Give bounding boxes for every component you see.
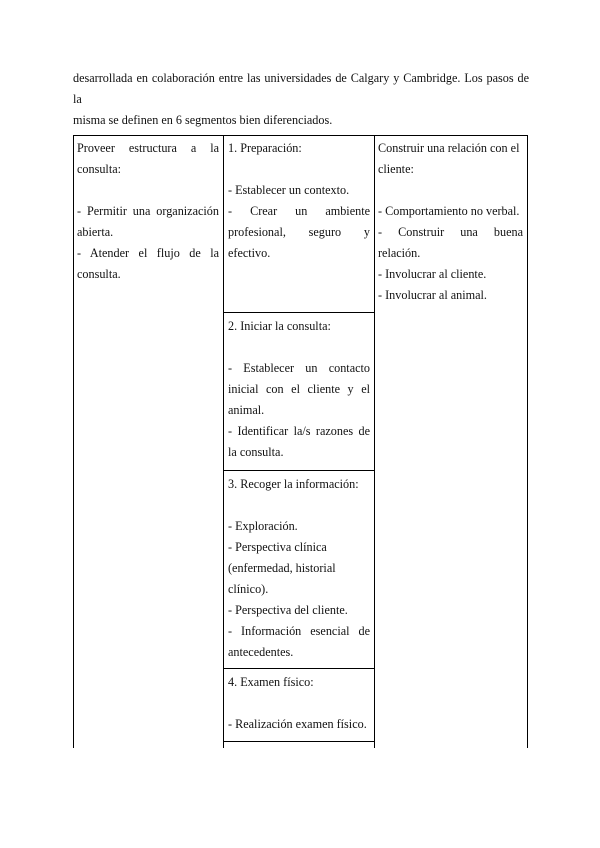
structure-cell [77, 138, 219, 285]
intro-paragraph [73, 68, 529, 131]
steps-table [73, 135, 528, 748]
table-right-border [527, 135, 528, 748]
relationship-cell [378, 138, 523, 306]
structure-item: - Permitir una organización abierta. [77, 204, 219, 239]
step-item: - Información esencial de antecedentes. [228, 624, 370, 659]
step-title: 1. Preparación: [228, 141, 302, 155]
structure-title: Proveer estructura a la consulta: [77, 141, 219, 176]
table-top-border [73, 135, 528, 136]
step-cell-start-consultation [228, 316, 370, 463]
relationship-item: - Construir una buena relación. [378, 225, 523, 260]
step-cell-gather-information [228, 474, 370, 663]
intro-line-2: misma se definen en 6 segmentos bien diferenciados. [73, 113, 333, 127]
row-divider-3 [223, 668, 374, 669]
relationship-item: - Involucrar al cliente. [378, 267, 487, 281]
step-item: - Establecer un contacto inicial con el cliente y el animal. [228, 361, 370, 417]
step-title: 3. Recoger la información: [228, 477, 359, 491]
step-cell-physical-exam [228, 672, 370, 735]
row-divider-1 [223, 312, 374, 313]
relationship-item: - Comportamiento no verbal. [378, 204, 520, 218]
relationship-title: Construir una relación con el cliente: [378, 141, 520, 176]
step-title: 4. Examen físico: [228, 675, 314, 689]
step-item: - Realización examen físico. [228, 717, 367, 731]
step-item: - Crear un ambiente profesional, seguro y efectivo. [228, 204, 370, 260]
table-left-border [73, 135, 74, 748]
step-item: - Identificar la/s razones de la consulta. [228, 424, 370, 459]
step-cell-preparation [228, 138, 370, 264]
step-item: - Perspectiva clínica (enfermedad, historial clínico). [228, 540, 336, 596]
relationship-item: - Involucrar al animal. [378, 288, 487, 302]
step-item: - Establecer un contexto. [228, 183, 350, 197]
structure-item: - Atender el flujo de la consulta. [77, 246, 219, 281]
row-divider-4 [223, 741, 374, 742]
column-divider-2 [374, 135, 375, 748]
step-item: - Perspectiva del cliente. [228, 603, 348, 617]
step-item: - Exploración. [228, 519, 298, 533]
row-divider-2 [223, 470, 374, 471]
column-divider-1 [223, 135, 224, 748]
step-title: 2. Iniciar la consulta: [228, 319, 331, 333]
intro-line-1: desarrollada en colaboración entre las universidades de Calgary y Cambridge. Los pasos de la [73, 71, 529, 106]
